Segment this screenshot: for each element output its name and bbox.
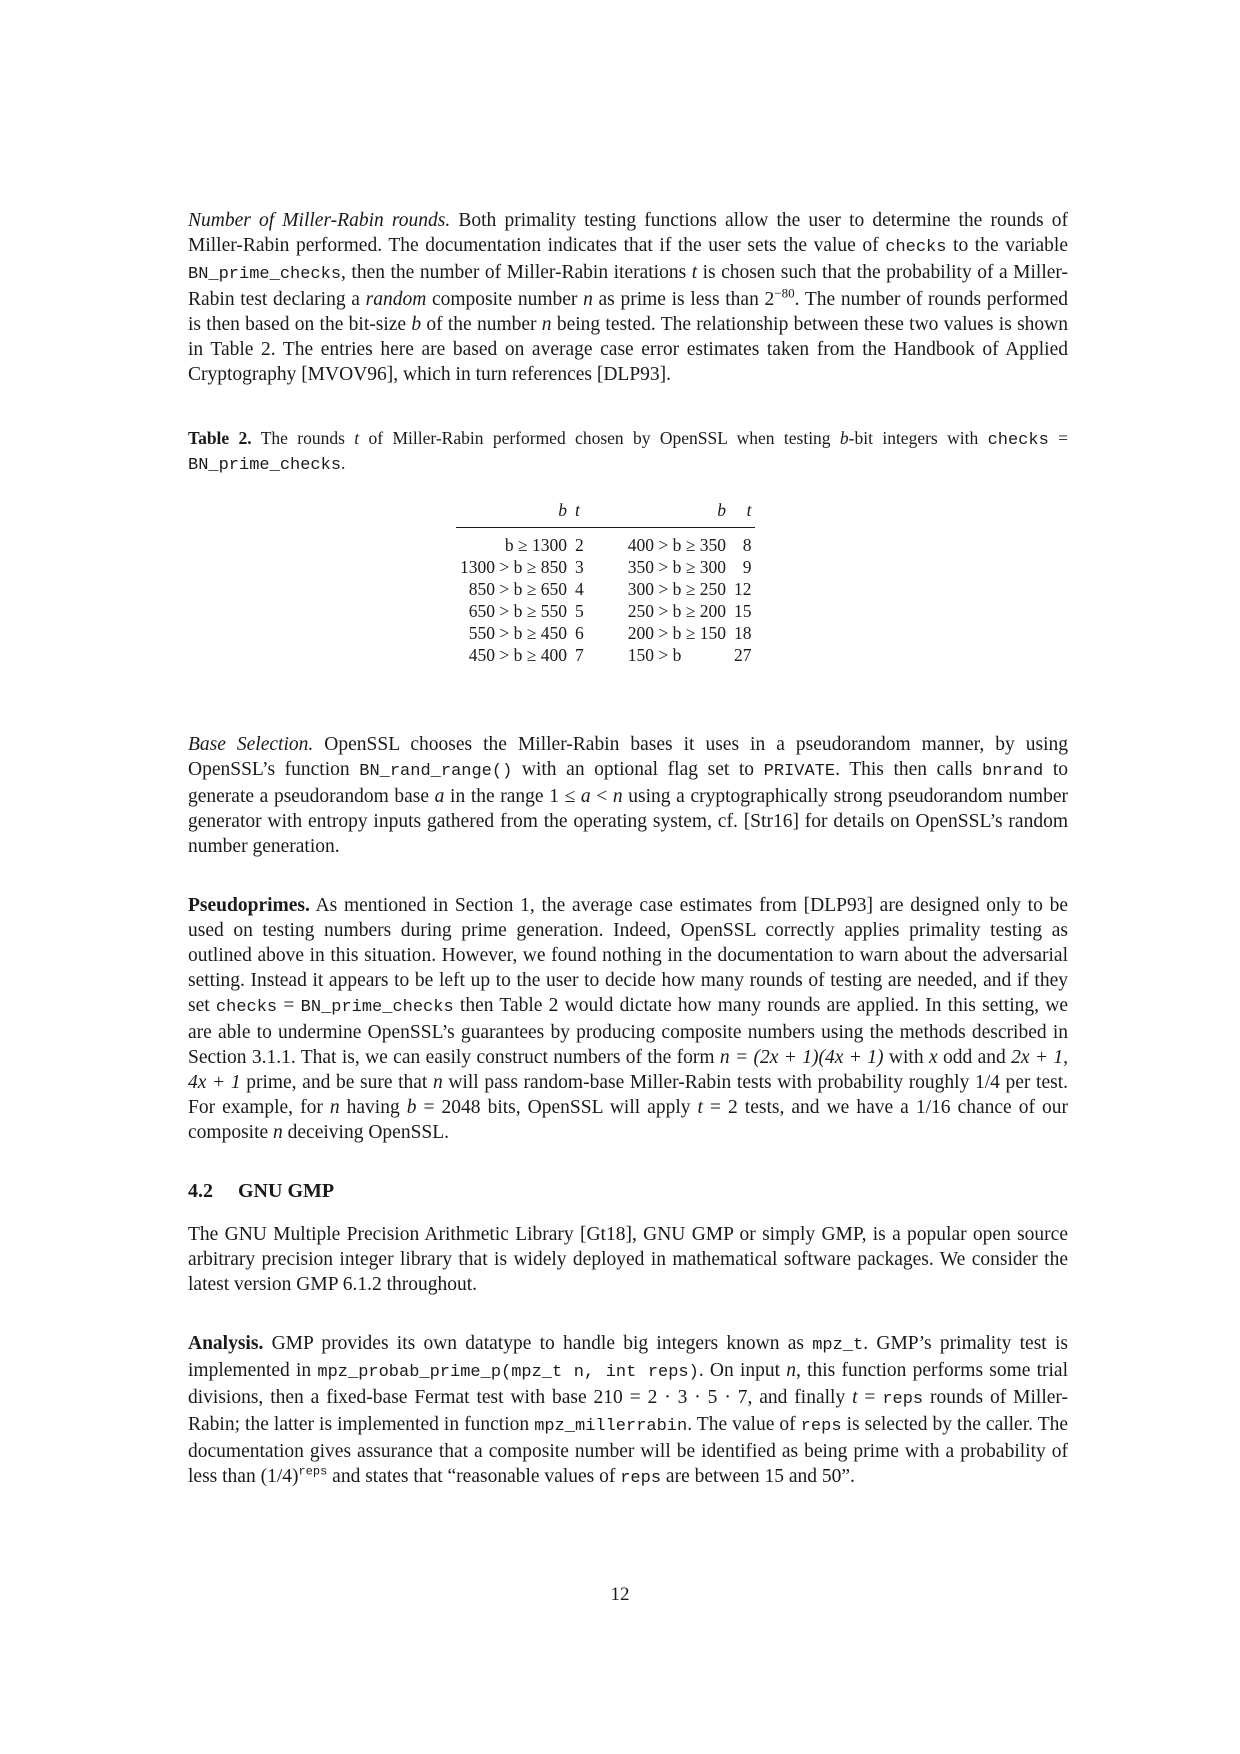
table-row: 1300 > b ≥ 850 3 350 > b ≥ 300 9: [460, 557, 752, 577]
table-row: 450 > b ≥ 400 7 150 > b 27: [468, 645, 752, 665]
paragraph-heading: Base Selection.: [188, 734, 314, 755]
header-t-right: t: [730, 499, 756, 528]
table-row: 850 > b ≥ 650 4 300 > b ≥ 250 12: [468, 579, 752, 599]
header-b-right: b: [624, 499, 730, 528]
section-title: GNU GMP: [238, 1180, 335, 1202]
paragraph-analysis: Analysis. GMP provides its own datatype to handle big integers known as mpz_t. GMP’s primality test is implemented in mpz_probab_prime_p(mpz_t n, int reps). On input n, this function performs some trial divisions, then a fixed-base Fermat test with base 210 = 2 · 3 · 5 · 7, and finally t = reps rounds of Miller-Rabin; the latter is implemented in function mpz_millerrabin. The value of reps is selected by the caller. The documentation gives assurance that a composite number will be identified as being prime with a probability of less than $(1/4)^{reps}$ and states that “reasonable values of reps are between 15 and 50”.: [188, 1333, 1069, 1488]
paragraph-base-selection: Base Selection. OpenSSL chooses the Miller-Rabin bases it uses in a pseudorandom manner, by using OpenSSL’s function BN_rand_range() with an optional flag set to PRIVATE. This then calls bnrand to generate a pseudorandom base a in the range 1 ≤ a < n using a cryptographically strong pseudorandom number generator with entropy inputs gathered from the operating system, cf. [Str16] for details on OpenSSL’s random number generation.: [188, 734, 1069, 857]
section-heading: [188, 1179, 1068, 1204]
paragraph-heading: Analysis.: [188, 1333, 264, 1354]
page-number: 12: [610, 1584, 630, 1605]
paragraph-heading: Pseudoprimes.: [188, 895, 310, 916]
table-row: b ≥ 1300 2 400 > b ≥ 350 8: [504, 535, 752, 555]
table-label: Table 2.: [188, 428, 252, 448]
paragraph-miller-rabin-rounds: Number of Miller-Rabin rounds. Both primality testing functions allow the user to determine the rounds of Miller-Rabin performed. The documentation indicates that if the user sets the value of checks to the variable BN_prime_checks, then the number of Miller-Rabin iterations t is chosen such that the probability of a Miller-Rabin test declaring a random composite number n as prime is less than $2^{-80}$. The number of rounds performed is then based on the bit-size b of the number n being tested. The relationship between these two values is shown in Table 2. The entries here are based on average case error estimates taken from the Handbook of Applied Cryptography [MVOV96], which in turn references [DLP93].: [188, 210, 1069, 385]
table-row: 550 > b ≥ 450 6 200 > b ≥ 150 18: [468, 623, 752, 643]
paragraph-heading: Number of Miller-Rabin rounds.: [188, 210, 451, 231]
table-header-row: [456, 499, 755, 528]
code-checks: checks: [885, 238, 947, 257]
header-b-left: b: [456, 499, 571, 528]
code-bn-prime-checks: BN_prime_checks: [188, 265, 342, 284]
section-number: 4.2: [188, 1180, 213, 1202]
paragraph-gmp-intro: The GNU Multiple Precision Arithmetic Library [Gt18], GNU GMP or simply GMP, is a popular open source arbitrary precision integer library that is widely deployed in mathematical software packages. We consider the latest version GMP 6.1.2 throughout.: [188, 1224, 1068, 1295]
table-row: 650 > b ≥ 550 5 250 > b ≥ 200 15: [468, 601, 752, 621]
rounds-table: [456, 499, 755, 666]
table-caption: Table 2. The rounds t of Miller-Rabin performed chosen by OpenSSL when testing b-bit integers with checks = BN_prime_checks.: [188, 428, 1069, 475]
page-body: [188, 208, 1068, 1491]
paragraph-pseudoprimes: Pseudoprimes. As mentioned in Section 1, the average case estimates from [DLP93] are designed only to be used on testing numbers during prime generation. Indeed, OpenSSL correctly applies primality testing as outlined above in this situation. However, we found nothing in the documentation to warn about the adversarial setting. Instead it appears to be left up to the user to decide how many rounds of testing are needed, and if they set checks = BN_prime_checks then Table 2 would dictate how many rounds are applied. In this setting, we are able to undermine OpenSSL’s guarantees by producing composite numbers using the methods described in Section 3.1.1. That is, we can easily construct numbers of the form n = (2x + 1)(4x + 1) with x odd and 2x + 1, 4x + 1 prime, and be sure that n will pass random-base Miller-Rabin tests with probability roughly 1/4 per test. For example, for n having b = 2048 bits, OpenSSL will apply t = 2 tests, and we have a 1/16 chance of our composite n deceiving OpenSSL.: [188, 895, 1069, 1143]
header-t-left: t: [571, 499, 588, 528]
